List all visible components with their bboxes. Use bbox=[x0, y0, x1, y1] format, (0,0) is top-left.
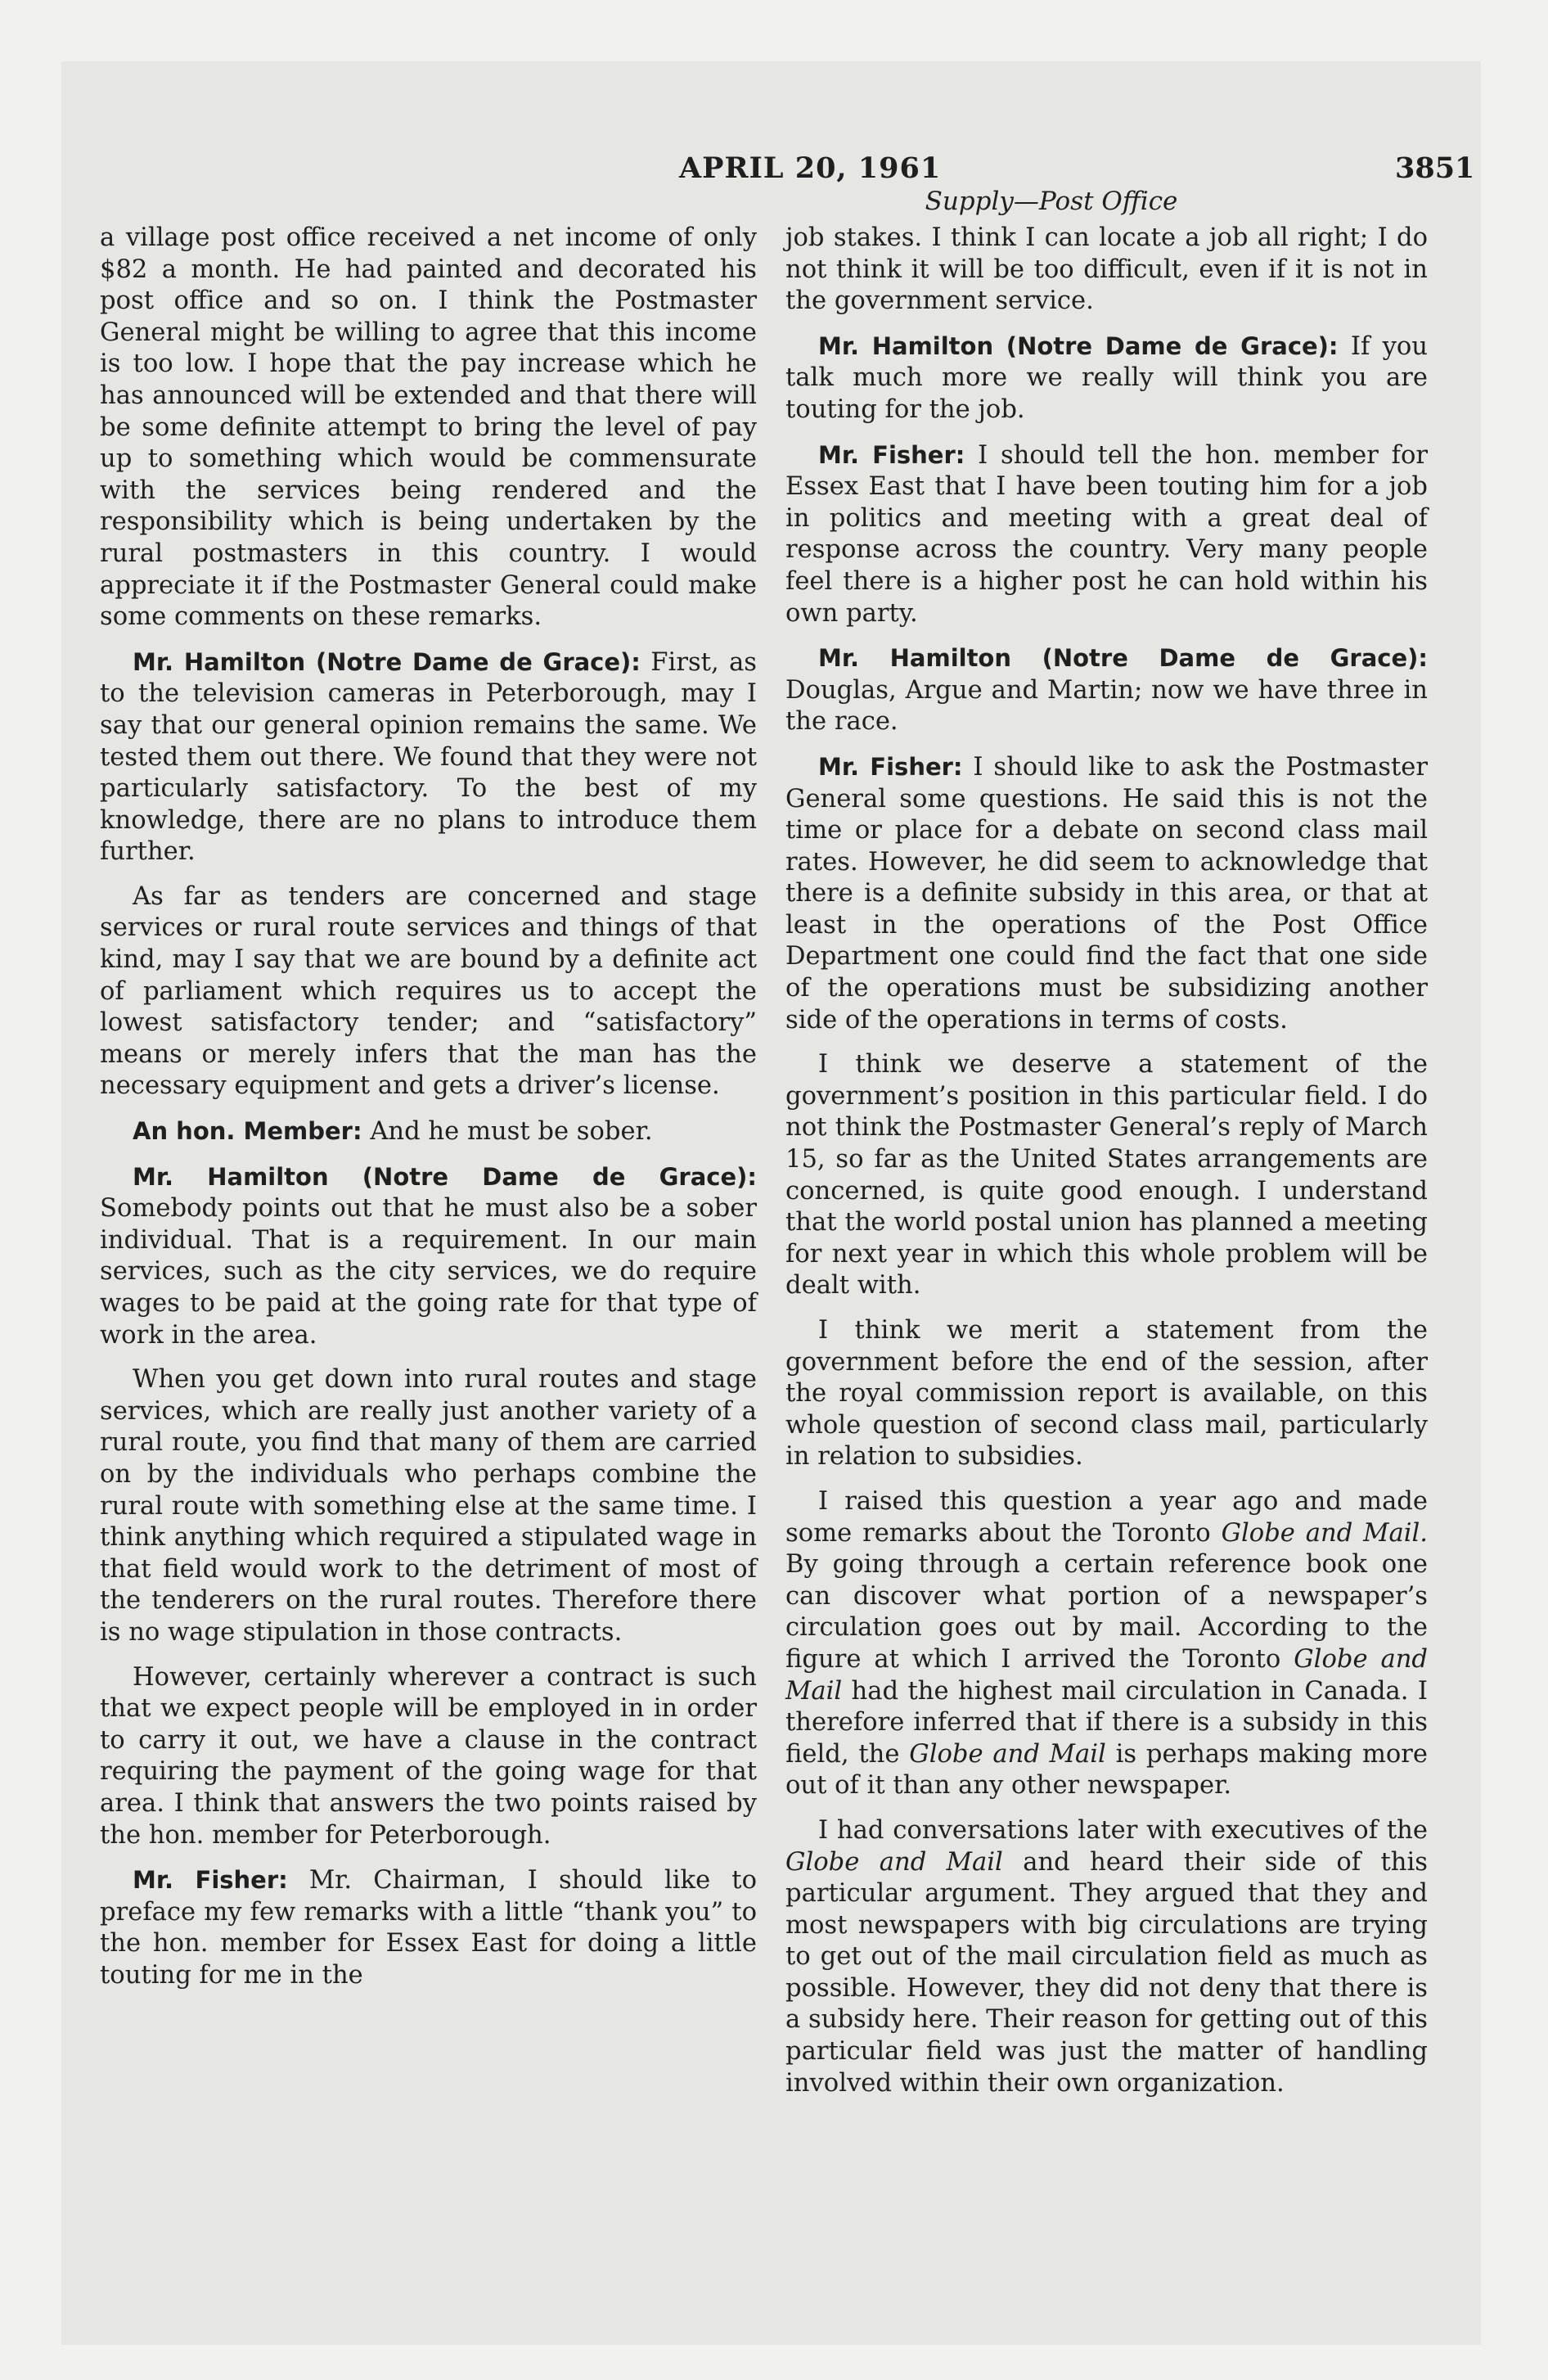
newspaper-title: Globe and Mail bbox=[785, 1644, 1428, 1706]
paragraph bbox=[100, 1364, 757, 1648]
paragraph bbox=[785, 1049, 1428, 1302]
newspaper-title: Globe and Mail bbox=[909, 1739, 1106, 1769]
paragraph bbox=[785, 1486, 1428, 1802]
speech-paragraph bbox=[785, 642, 1428, 738]
speaker-name: Mr. Fisher: bbox=[818, 440, 965, 469]
speaker-name: Mr. Fisher: bbox=[133, 1866, 288, 1895]
speaker-name: Mr. Hamilton (Notre Dame de Grace): bbox=[133, 647, 641, 676]
speech-paragraph bbox=[100, 1864, 757, 1991]
paragraph-text: I think we merit a statement from the government before the end of the session, after the royal commission report is available, on this whole question of second class mail, particularly in relation to subsidies. bbox=[785, 1316, 1428, 1472]
paragraph-text: Somebody points out that he must also be a sober individual. That is a requirement. In our main services, such as the city services, we do require wages to be paid at the going rate for that type of work in the area. bbox=[100, 1194, 757, 1350]
page-number: 3851 bbox=[1395, 151, 1475, 185]
speaker-name: Mr. Fisher: bbox=[818, 752, 963, 781]
newspaper-title: Globe and Mail. bbox=[1221, 1518, 1428, 1548]
newspaper-title: Globe and Mail bbox=[785, 1847, 1003, 1877]
paragraph bbox=[100, 1662, 757, 1852]
speech-paragraph bbox=[100, 647, 757, 868]
text-run: had the highest mail circulation in Canada. I therefore inferred that if there is a subsidy in this field, the bbox=[785, 1676, 1428, 1769]
speech-paragraph bbox=[100, 1116, 757, 1148]
text-run: I raised this question a year ago and made some remarks about the Toronto bbox=[785, 1486, 1428, 1548]
paragraph-text: When you get down into rural routes and stage services, which are really just another variety of a rural route, you find that many of them are carried on by the individuals who perhaps combine the rural route with something else at the same time. I think anything which required a stipulated wage in that field would work to the detriment of most of the tenderers on the rural routes. Therefore there is no wage stipulation in those contracts. bbox=[100, 1365, 757, 1647]
paragraph-text: And he must be sober. bbox=[362, 1117, 653, 1147]
page-date: APRIL 20, 1961 bbox=[679, 151, 942, 185]
speech-paragraph bbox=[785, 439, 1428, 630]
text-run: is perhaps making more out of it than any other newspaper. bbox=[785, 1739, 1428, 1801]
paragraph-text: First, as to the television cameras in Peterborough, may I say that our general opinion remains the same. We tested them out there. We found that they were not particularly satisfactory. To the best of my knowledge, there are no plans to introduce them further. bbox=[100, 647, 758, 867]
left-column bbox=[100, 223, 757, 2004]
paragraph bbox=[785, 223, 1428, 318]
paragraph-text: I should like to ask the Postmaster General some questions. He said this is not the time or place for a debate on second class mail rates. However, he did seem to acknowledge that there is a definite subsidy in this area, or that at least in the operations of the Post Office Department one could find the fact that one side of the operations must be subsidizing another side of the operations in terms of costs. bbox=[785, 752, 1428, 1034]
speech-paragraph bbox=[785, 751, 1428, 1036]
speaker-name: Mr. Hamilton (Notre Dame de Grace): bbox=[818, 331, 1339, 360]
running-head: Supply—Post Office bbox=[925, 187, 1178, 216]
text-run: and heard their side of this particular argument. They argued that they and most newspapers with big circulations are trying to get out of the mail circulation field as much as possible. However, they did not deny that there is a subsidy here. Their reason for getting out of this particular field was just the matter of handling involved within their own organization. bbox=[785, 1847, 1428, 2098]
text-run: I had conversations later with executives of the bbox=[818, 1815, 1428, 1845]
paragraph bbox=[100, 223, 757, 633]
paragraph-text: As far as tenders are concerned and stage services or rural route services and things of that kind, may I say that we are bound by a definite act of parliament which requires us to accept the lowest satisfactory tender; and “satisfactory” means or merely infers that the man has the necessary equipment and gets a driver’s license. bbox=[100, 881, 757, 1101]
paragraph-text: I think we deserve a statement of the government’s position in this particular field. I do not think the Postmaster General’s reply of March 15, so far as the United States arrangements are concerned, is quite good enough. I understand that the world postal union has planned a meeting for next year in which this whole problem will be dealt with. bbox=[785, 1050, 1428, 1300]
paragraph bbox=[100, 881, 757, 1102]
text-run: By going through a certain reference book one can discover what portion of a newspaper’s circulation goes out by mail. According to the figure at which I arrived the Toronto bbox=[785, 1550, 1428, 1674]
speaker-name: Mr. Hamilton (Notre Dame de Grace): bbox=[133, 1162, 757, 1191]
paragraph bbox=[785, 1315, 1428, 1473]
paragraph-text: Douglas, Argue and Martin; now we have three in the race. bbox=[785, 675, 1428, 737]
right-column bbox=[785, 223, 1428, 2112]
speech-paragraph bbox=[100, 1161, 757, 1352]
paragraph-text: a village post office received a net income of only $82 a month. He had painted and decorated his post office and so on. I think the Postmaster General might be willing to agree that this income is too low. I hope that the pay increase which he has announced will be extended and that there will be some definite attempt to bring the level of pay up to something which would be commensurate with the services being rendered and the responsibility which is being undertaken by the rural postmasters in this country. I would appreciate it if the Postmaster General could make some comments on these remarks. bbox=[100, 223, 757, 632]
speaker-name: An hon. Member: bbox=[133, 1117, 362, 1146]
paragraph bbox=[785, 1815, 1428, 2099]
paragraph-text: However, certainly wherever a contract is such that we expect people will be employed in in order to carry it out, we have a clause in the contract requiring the payment of the going wage for that area. I think that answers the two points raised by the hon. member for Peterborough. bbox=[100, 1662, 757, 1850]
speaker-name: Mr. Hamilton (Notre Dame de Grace): bbox=[818, 644, 1428, 673]
paragraph-text: If you talk much more we really will think you are touting for the job. bbox=[785, 331, 1429, 424]
paragraph-text: Mr. Chairman, I should like to preface my few remarks with a little “thank you” to the hon. member for Essex East for doing a little touting for me in the bbox=[100, 1866, 757, 1990]
speech-paragraph bbox=[785, 331, 1428, 426]
paragraph-text: I should tell the hon. member for Essex East that I have been touting him for a job in politics and meeting with a great deal of response across the country. Very many people feel there is a higher post he can hold within his own party. bbox=[785, 440, 1428, 628]
paragraph-text: job stakes. I think I can locate a job all right; I do not think it will be too difficult, even if it is not in the government service. bbox=[785, 223, 1428, 316]
